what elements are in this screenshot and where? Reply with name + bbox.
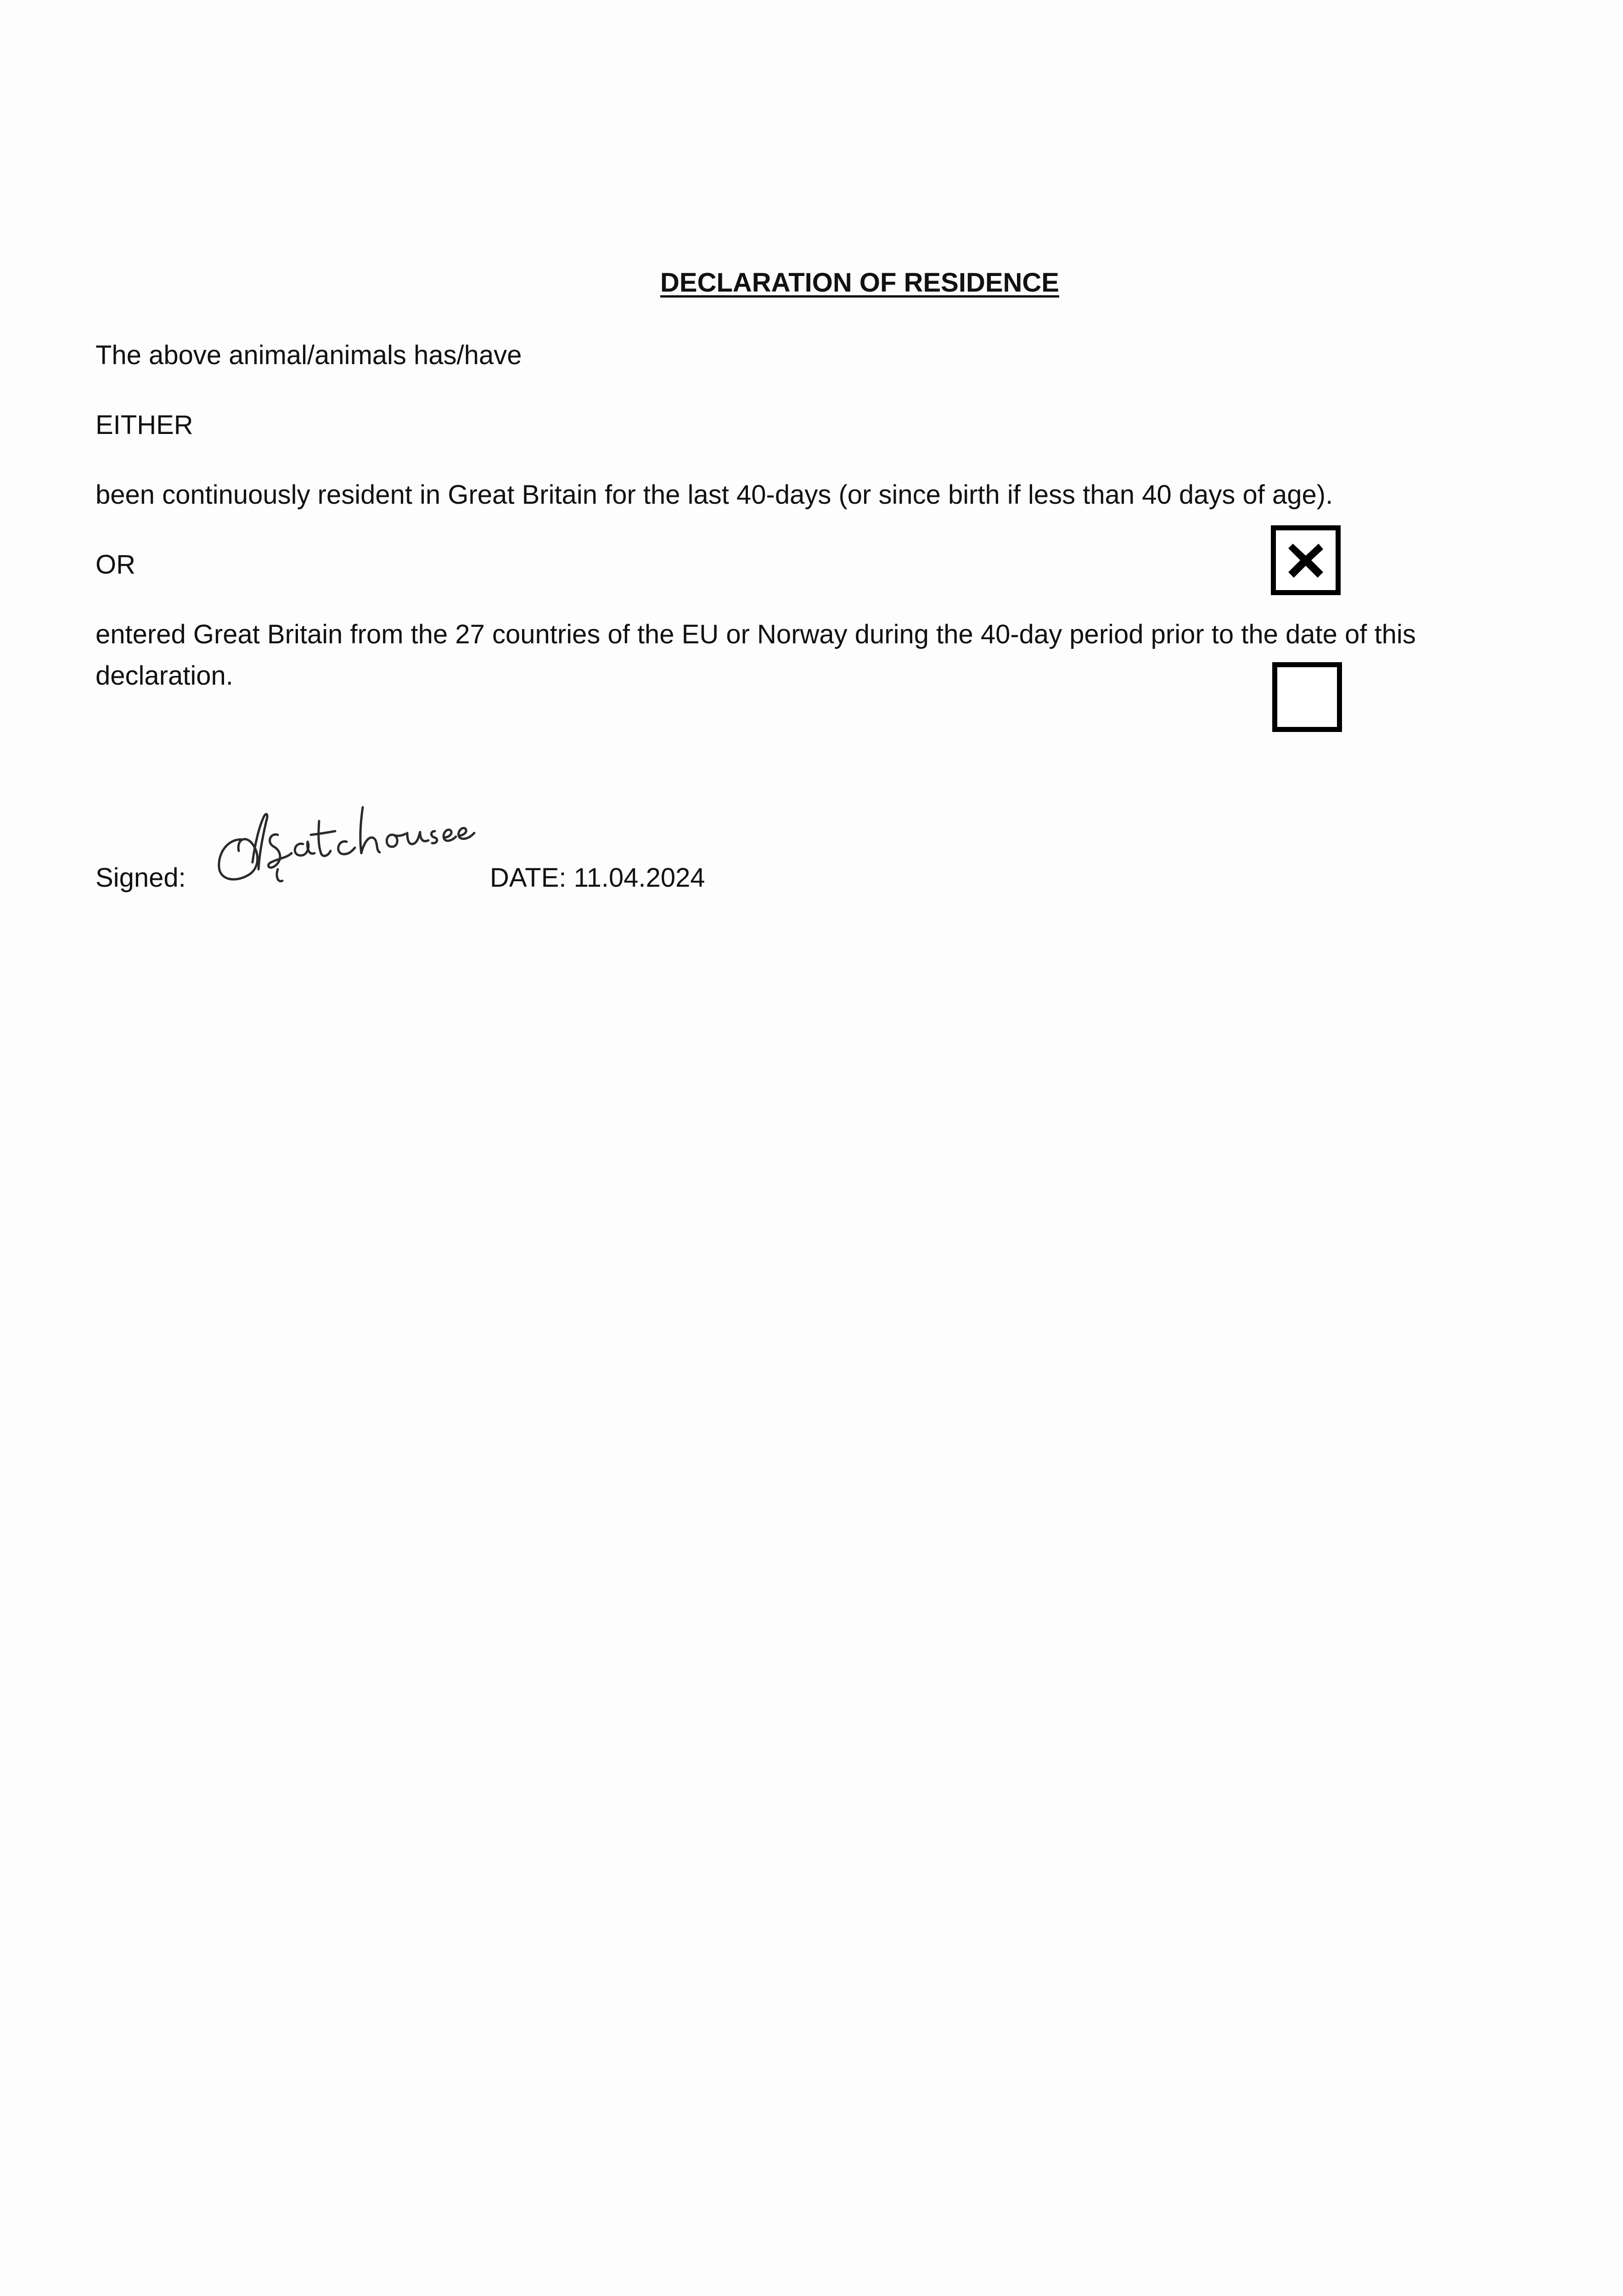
intro-text: The above animal/animals has/have — [95, 340, 522, 370]
either-label: EITHER — [95, 410, 193, 440]
option-1-text: been continuously resident in Great Britain for the last 40-days (or since birth if less than 40 days of age). — [95, 480, 1333, 510]
date-text — [490, 857, 705, 899]
date-label: DATE: — [490, 863, 567, 893]
handwritten-signature — [209, 789, 484, 895]
page-title: DECLARATION OF RESIDENCE — [660, 268, 1059, 298]
signed-label: Signed: — [95, 863, 186, 893]
date-value: 11.04.2024 — [573, 863, 705, 893]
cross-mark-icon — [1283, 537, 1329, 583]
option-2-text-line-2: declaration. — [95, 661, 233, 691]
or-label: OR — [95, 550, 135, 580]
option-1-checkbox[interactable] — [1271, 525, 1341, 595]
option-2-checkbox[interactable] — [1272, 662, 1342, 732]
option-2-text-line-1: entered Great Britain from the 27 countries of the EU or Norway during the 40-day period prior to the date of this — [95, 619, 1416, 649]
